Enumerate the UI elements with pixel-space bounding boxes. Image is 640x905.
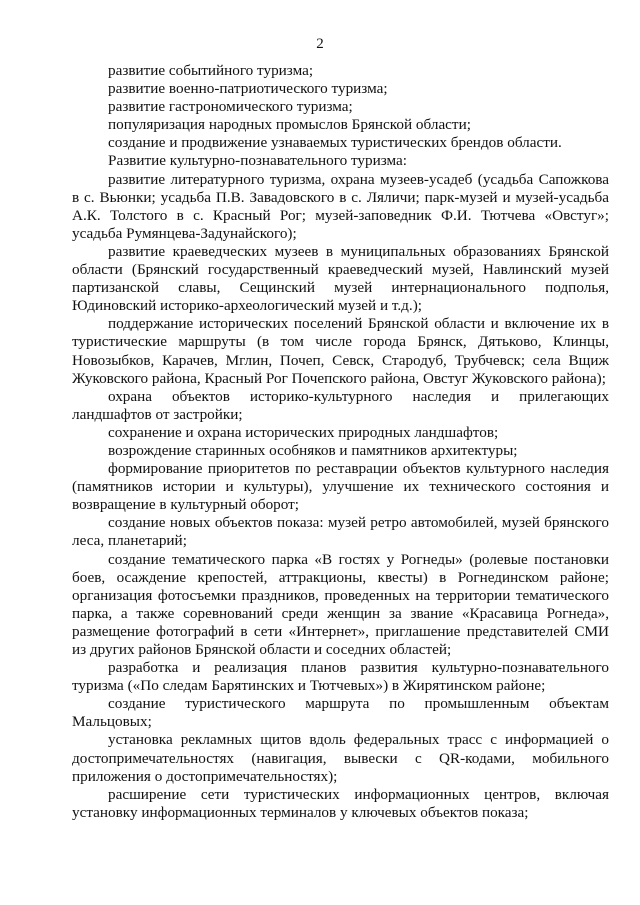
paragraph-15: создание тематического парка «В гостях у Рогнеды» (ролевые постановки боев, осаждение крепостей, аттракционы, квесты) в Рогнединском районе; организация фотосъемки праздников, проведенных на территории тематического парка, а также соревнований среди женщин за звание «Красавица Рогнеда», размещение фотографий в сети «Интернет», приглашение представителей СМИ из других районов Брянской области и соседних областей; [72, 550, 609, 658]
paragraph-3: развитие гастрономического туризма; [108, 98, 353, 116]
page-number: 2 [316, 36, 324, 52]
paragraph-5: создание и продвижение узнаваемых туристических брендов области. [108, 134, 562, 152]
paragraph-9: поддержание исторических поселений Брянской области и включение их в туристические маршруты (в том числе города Брянск, Дятьково, Клинцы, Новозыбков, Карачев, Мглин, Почеп, Севск, Стародуб, Трубчевск; села Вщиж Жуковского района, Красный Рог Почепского района, Овстуг Жуковского района); [72, 315, 609, 387]
paragraph-18: установка рекламных щитов вдоль федеральных трасс с информацией о достопримечательностях (навигация, вывески с QR-кодами, мобильного приложения о достопримечательностях); [72, 731, 609, 785]
paragraph-4: популяризация народных промыслов Брянской области; [108, 116, 471, 134]
paragraph-16: разработка и реализация планов развития культурно-познавательного туризма («По следам Барятинских и Тютчевых») в Жирятинском районе; [72, 659, 609, 695]
paragraph-8: развитие краеведческих музеев в муниципальных образованиях Брянской области (Брянский государственный краеведческий музей, Навлинский музей партизанской славы, Сещинский музей интернационального подполья, Юдиновский историко-археологический музей и т.д.); [72, 242, 609, 315]
paragraph-2: развитие военно-патриотического туризма; [108, 80, 388, 98]
paragraph-19: расширение сети туристических информационных центров, включая установку информационных терминалов у ключевых объектов показа; [72, 785, 609, 821]
paragraph-17: создание туристического маршрута по промышленным объектам Мальцовых; [72, 695, 609, 731]
paragraph-13: формирование приоритетов по реставрации объектов культурного наследия (памятников истории и культуры), улучшение их технического состояния и возвращение в культурный оборот; [72, 460, 609, 514]
paragraph-1: развитие событийного туризма; [108, 62, 314, 79]
body-text [72, 62, 609, 822]
paragraph-14: создание новых объектов показа: музей ретро автомобилей, музей брянского леса, планетарий; [72, 514, 609, 550]
paragraph-7: развитие литературного туризма, охрана музеев-усадеб (усадьба Сапожкова в с. Вьюнки; усадьба П.В. Завадовского в с. Ляличи; парк-музей и музей-усадьба А.К. Толстого в с. Красный Рог; музей-заповедник Ф.И. Тютчева «Овстуг»; усадьба Румянцева-Задунайского); [72, 170, 609, 242]
paragraph-11: сохранение и охрана исторических природных ландшафтов; [108, 423, 499, 441]
paragraph-12: возрождение старинных особняков и памятников архитектуры; [108, 441, 518, 459]
paragraph-10: охрана объектов историко-культурного наследия и прилегающих ландшафтов от застройки; [72, 387, 609, 423]
paragraph-6: Развитие культурно-познавательного туризма: [108, 152, 407, 170]
